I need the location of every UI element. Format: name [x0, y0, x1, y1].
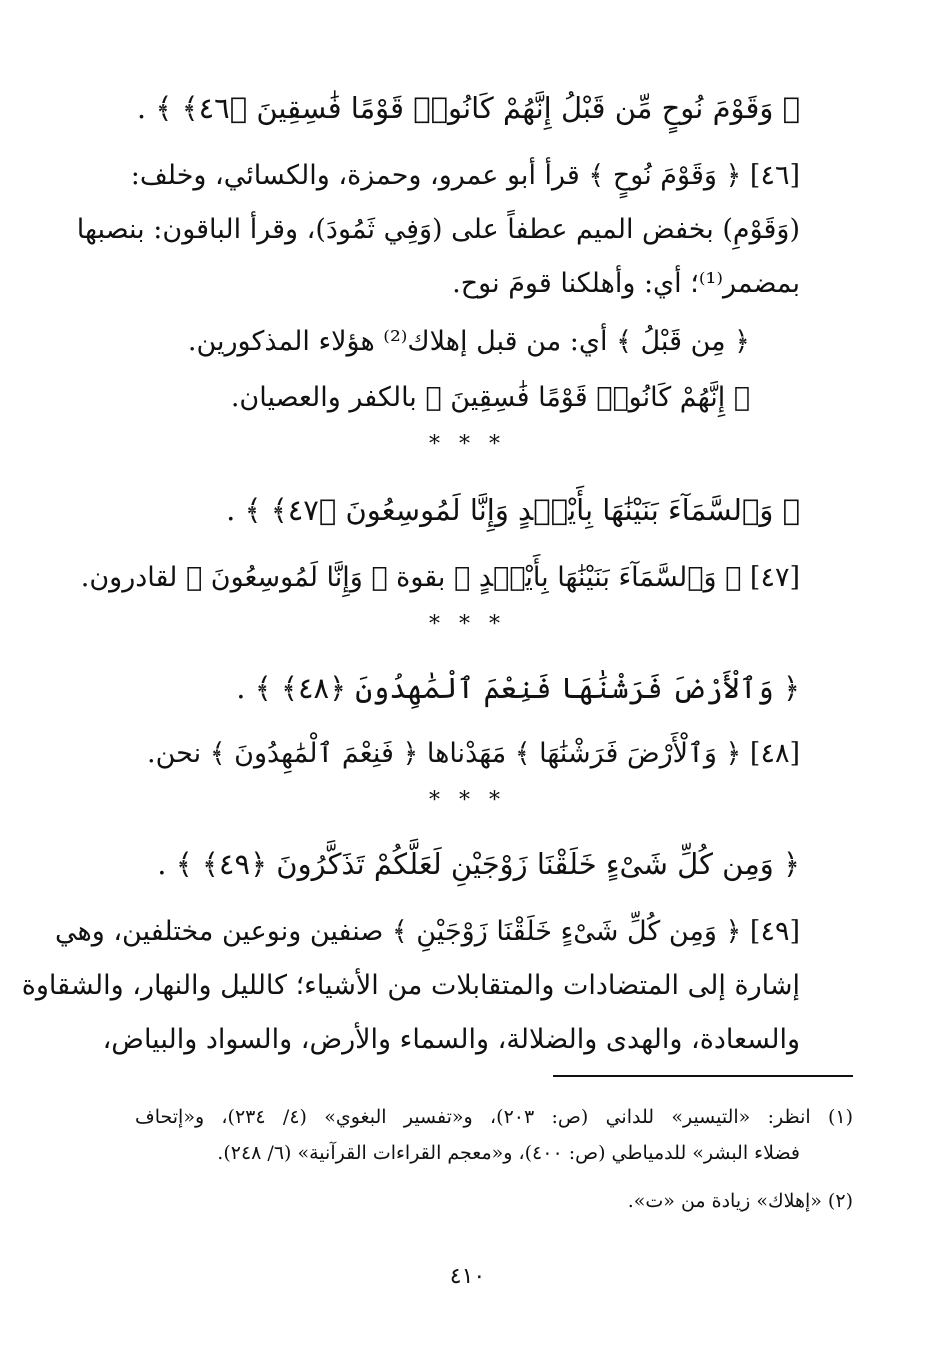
footnote-divider — [553, 1075, 853, 1077]
footnote-1: (١) انظر: «التيسير» للداني (ص: ٢٠٣)، و«تفسير البغوي» (٤/ ٢٣٤)، و«إتحاف — [135, 1106, 853, 1128]
quran-verse-49: ﴿ وَمِن كُلِّ شَىْءٍ خَلَقْنَا زَوْجَيْنِ لَعَلَّكُمْ تَذَكَّرُونَ ﴿٤٩﴾ ﴾ . — [157, 847, 800, 881]
section-separator: * * * — [429, 788, 506, 813]
commentary-line: والسعادة، والهدى والضلالة، والسماء والأرض، والسواد والبياض، — [102, 1024, 800, 1055]
quran-verse-47: ﴿ وَٱلسَّمَآءَ بَنَيْنَٰهَا بِأَيْي۟دٍ وَإِنَّا لَمُوسِعُونَ ﴿٤٧﴾ ﴾ . — [226, 493, 800, 527]
commentary-line: [٤٨] ﴿ وَٱلْأَرْضَ فَرَشْنَٰهَا ﴾ مَهَدْناها ﴿ فَنِعْمَ ٱلْمَٰهِدُونَ ﴾ نحن. — [147, 738, 800, 769]
section-separator: * * * — [429, 612, 506, 637]
commentary-line: (وَقَوْمِ) بخفض الميم عطفاً على (وَفِي ثَمُودَ)، وقرأ الباقون: بنصبها — [76, 214, 800, 245]
commentary-line: ﴿ مِن قَبْلُ ﴾ أي: من قبل إهلاك⁽²⁾ هؤلاء المذكورين. — [187, 326, 750, 357]
page-number: ٤١٠ — [449, 1264, 486, 1289]
commentary-line: بمضمر⁽¹⁾؛ أي: وأهلكنا قومَ نوح. — [452, 268, 800, 299]
commentary-line: [٤٧] ﴿ وَٱلسَّمَآءَ بَنَيْنَٰهَا بِأَيْي۟دٍ ﴾ بقوة ﴿ وَإِنَّا لَمُوسِعُونَ ﴾ لقادرون. — [80, 562, 800, 593]
commentary-line: [٤٩] ﴿ وَمِن كُلِّ شَىْءٍ خَلَقْنَا زَوْجَيْنِ ﴾ صنفين ونوعين مختلفين، وهي — [54, 916, 800, 947]
commentary-line: ﴿ إِنَّهُمْ كَانُوا۟ قَوْمًا فَٰسِقِينَ ﴾ بالكفر والعصيان. — [230, 382, 750, 413]
quran-verse-46: ﴿ وَقَوْمَ نُوحٍ مِّن قَبْلُ إِنَّهُمْ كَانُوا۟ قَوْمًا فَٰسِقِينَ ﴿٤٦﴾ ﴾ . — [136, 91, 800, 125]
commentary-line: إشارة إلى المتضادات والمتقابلات من الأشياء؛ كالليل والنهار، والشقاوة — [21, 970, 800, 1001]
footnote-2: (٢) «إهلاك» زيادة من «ت». — [627, 1190, 853, 1212]
quran-verse-48: ﴿ وَٱلْأَرْضَ فَرَشْنَٰهَا فَنِعْمَ ٱلْمَٰهِدُونَ ﴿٤٨﴾ ﴾ . — [236, 671, 800, 705]
footnote-1-continued: فضلاء البشر» للدمياطي (ص: ٤٠٠)، و«معجم القراءات القرآنية» (٦/ ٢٤٨). — [217, 1142, 800, 1164]
commentary-line: [٤٦] ﴿ وَقَوْمَ نُوحٍ ﴾ قرأ أبو عمرو، وحمزة، والكسائي، وخلف: — [130, 160, 800, 191]
section-separator: * * * — [429, 432, 506, 457]
